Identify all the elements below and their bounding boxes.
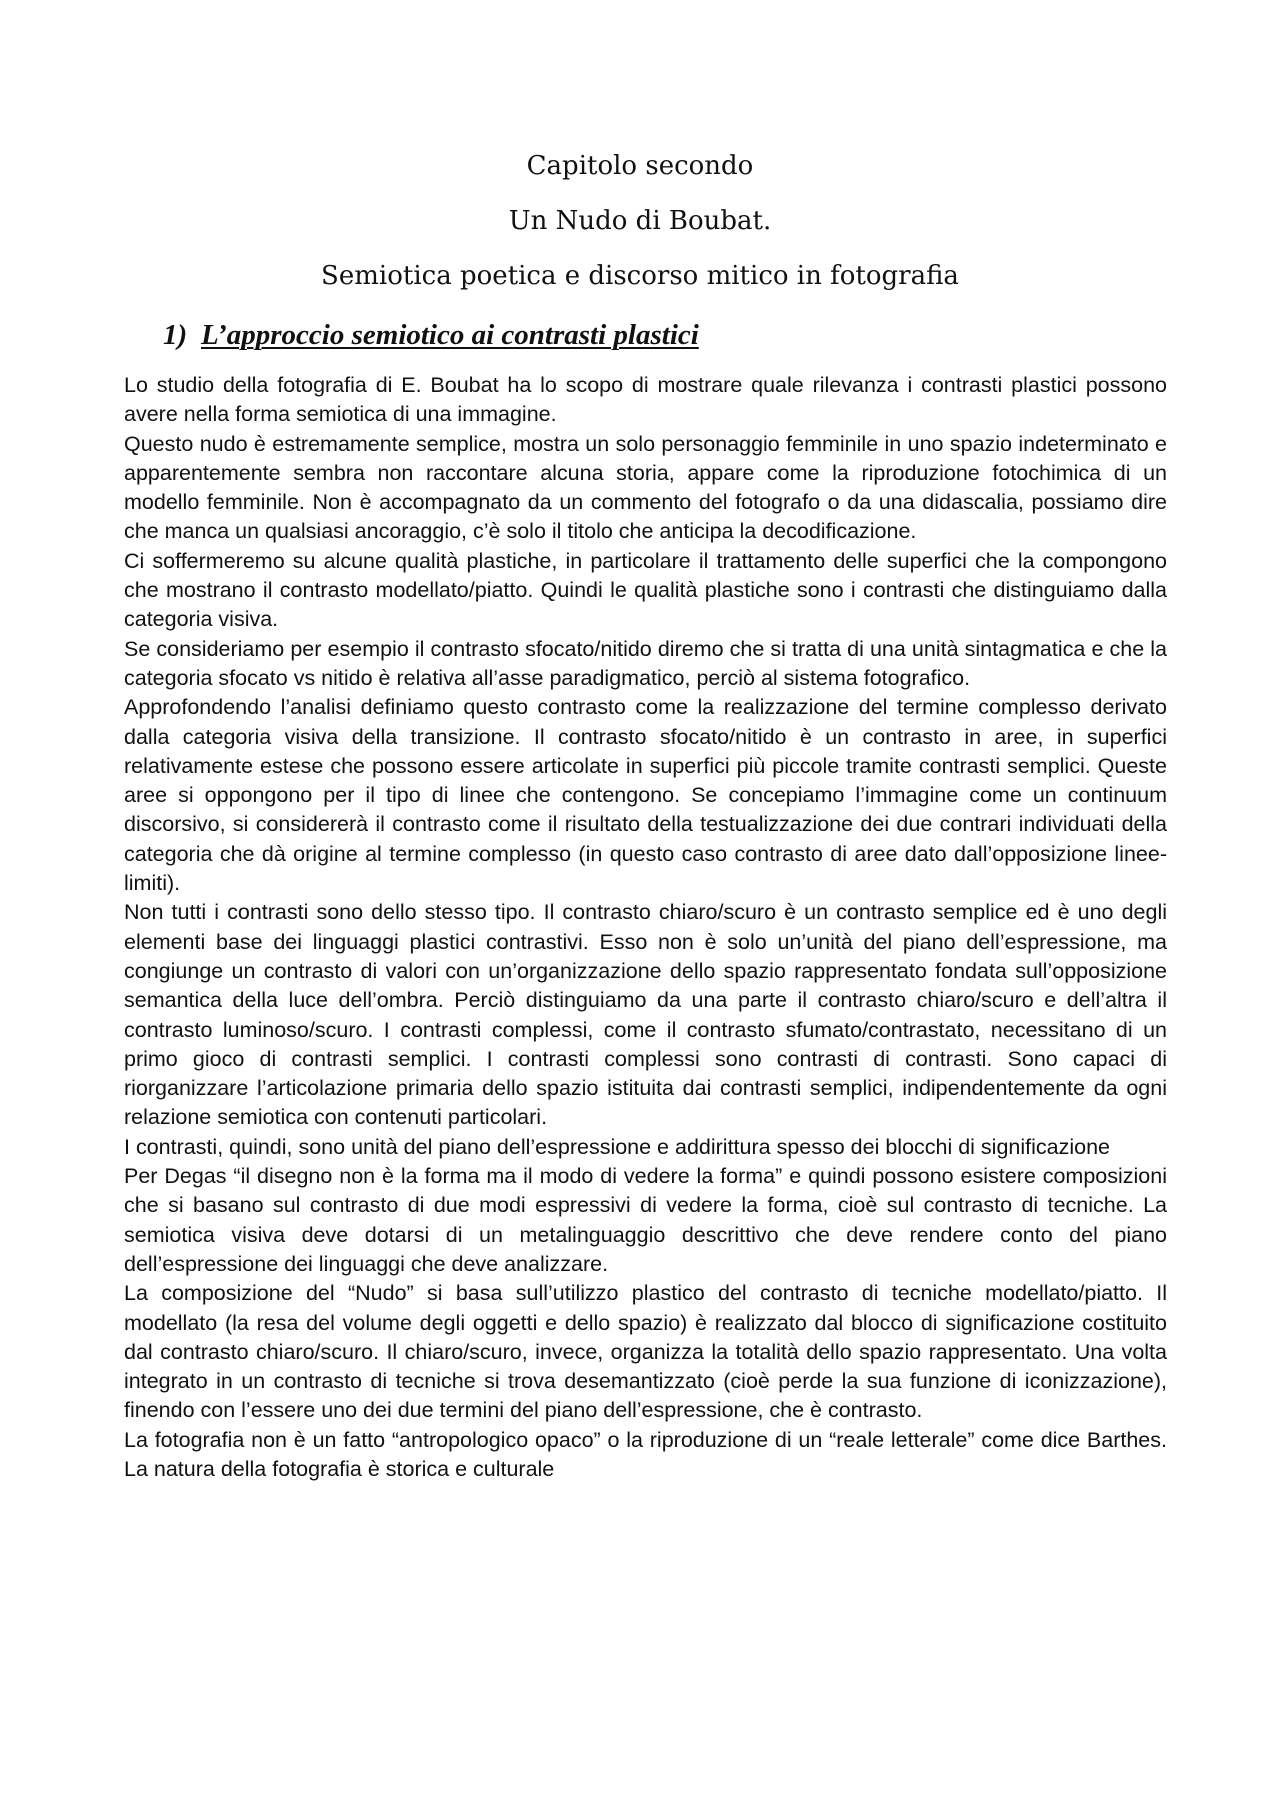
section-title: L’approccio semiotico ai contrasti plastici [201, 319, 699, 351]
paragraph: Se consideriamo per esempio il contrasto sfocato/nitido diremo che si tratta di una unità sintagmatica e che la categoria sfocato vs nitido è relativa all’asse paradigmatico, perciò al sistema fotografico. [124, 636, 1167, 690]
document-subtitle: Semiotica poetica e discorso mitico in fotografia [321, 261, 959, 291]
body-text [124, 371, 1167, 1484]
paragraph: La composizione del “Nudo” si basa sull’utilizzo plastico del contrasto di tecniche modellato/piatto. Il modellato (la resa del volume degli oggetti e dello spazio) è realizzato dal blocco di significazione costituito dal contrasto chiaro/scuro. Il chiaro/scuro, invece, organizza la totalità dello spazio rappresentato. Una volta integrato in un contrasto di tecniche si trova desemantizzato (cioè perde la sua funzione di iconizzazione), finendo con l’essere uno dei due termini del piano dell’espressione, che è contrasto. [124, 1281, 1167, 1423]
paragraph: Approfondendo l’analisi definiamo questo contrasto come la realizzazione del termine complesso derivato dalla categoria visiva della transizione. Il contrasto sfocato/nitido è un contrasto in aree, in superfici relativamente estese che possono essere articolate in superfici più piccole tramite contrasti semplici. Queste aree si oppongono per il tipo di linee che contengono. Se concepiamo l’immagine come un continuum discorsivo, si considererà il contrasto come il risultato della testualizzazione dei due contrari individuati della categoria che dà origine al termine complesso (in questo caso contrasto di aree dato dall’opposizione linee-limiti). [124, 695, 1167, 896]
section-heading [163, 319, 699, 352]
paragraph: La fotografia non è un fatto “antropologico opaco” o la riproduzione di un “reale letterale” come dice Barthes. La natura della fotografia è storica e culturale [124, 1427, 1167, 1481]
paragraph: Questo nudo è estremamente semplice, mostra un solo personaggio femminile in uno spazio indeterminato e apparentemente sembra non raccontare alcuna storia, appare come la riproduzione fotochimica di un modello femminile. Non è accompagnato da un commento del fotografo o da una didascalia, possiamo dire che manca un qualsiasi ancoraggio, c’è solo il titolo che anticipa la decodificazione. [124, 431, 1167, 544]
paragraph: Ci soffermeremo su alcune qualità plastiche, in particolare il trattamento delle superfici che la compongono che mostrano il contrasto modellato/piatto. Quindi le qualità plastiche sono i contrasti che distinguiamo dalla categoria visiva. [124, 548, 1167, 632]
paragraph: Non tutti i contrasti sono dello stesso tipo. Il contrasto chiaro/scuro è un contrasto semplice ed è uno degli elementi base dei linguaggi plastici contrastivi. Esso non è solo un’unità del piano dell’espressione, ma congiunge un contrasto di valori con un’organizzazione dello spazio rappresentato fondata sull’opposizione semantica della luce dell’ombra. Perciò distinguiamo da una parte il contrasto chiaro/scuro e dell’altra il contrasto luminoso/scuro. I contrasti complessi, come il contrasto sfumato/contrastato, necessitano di un primo gioco di contrasti semplici. I contrasti complessi sono contrasti di contrasti. Sono capaci di riorganizzare l’articolazione primaria dello spazio istituita dai contrasti semplici, indipendentemente da ogni relazione semiotica con contenuti particolari. [124, 900, 1167, 1130]
chapter-label: Capitolo secondo [526, 151, 754, 181]
paragraph: Per Degas “il disegno non è la forma ma il modo di vedere la forma” e quindi possono esistere composizioni che si basano sul contrasto di due modi espressivi di vedere la forma, cioè sul contrasto di tecniche. La semiotica visiva deve dotarsi di un metalinguaggio descrittivo che deve rendere conto del piano dell’espressione dei linguaggi che deve analizzare. [124, 1164, 1167, 1276]
section-number: 1) [163, 319, 188, 351]
paragraph: Lo studio della fotografia di E. Boubat ha lo scopo di mostrare quale rilevanza i contrasti plastici possono avere nella forma semiotica di una immagine. [124, 373, 1167, 427]
title-block [0, 152, 1280, 317]
document-title: Un Nudo di Boubat. [508, 206, 772, 236]
paragraph: I contrasti, quindi, sono unità del piano dell’espressione e addirittura spesso dei blocchi di significazione [124, 1134, 1111, 1159]
